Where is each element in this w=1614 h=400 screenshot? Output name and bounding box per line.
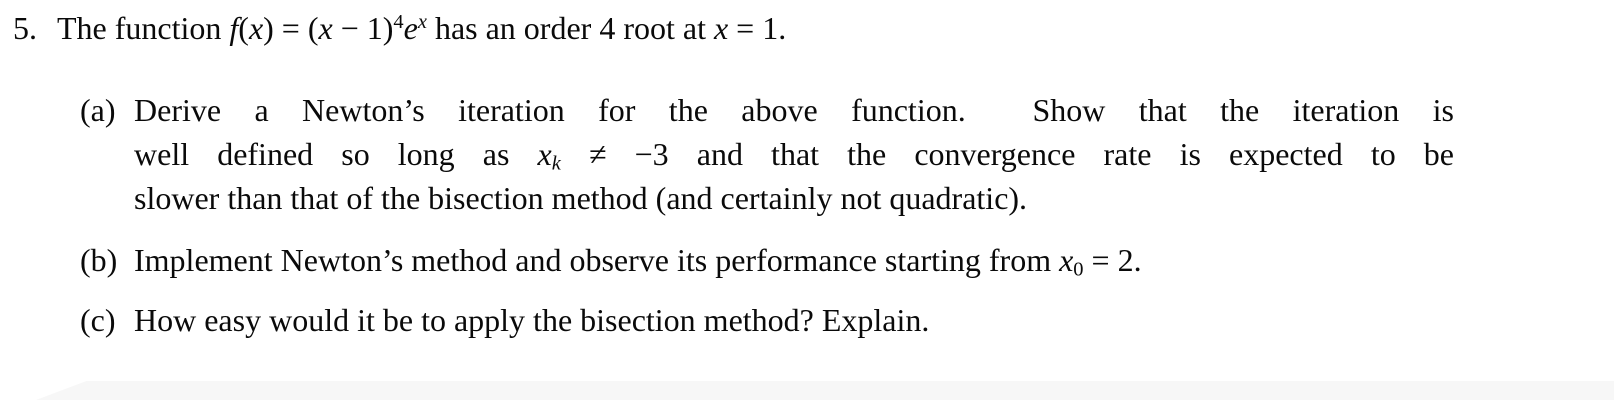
item-a-line-2: well defined so long as xk ≠ −3 and that the convergence rate is expected to be: [134, 136, 1455, 175]
item-a-line-1: Derive a Newton’s iteration for the above function. Show that the iteration is: [134, 92, 1454, 128]
problem-number: 5.: [13, 10, 37, 46]
item-b-line-1: Implement Newton’s method and observe its performance starting from x0 = 2.: [134, 242, 1142, 281]
item-c-label: (c): [80, 302, 116, 338]
page-edge-band: [36, 381, 1614, 400]
item-c-line-1: How easy would it be to apply the bisection method? Explain.: [134, 302, 930, 338]
item-a-label: (a): [80, 92, 116, 128]
problem-statement: The function $f(x) = (x - 1)^4e^x$ has an order 4 root at x = 1.: [57, 10, 787, 46]
item-b-label: (b): [80, 242, 118, 278]
item-a-line-3: slower than that of the bisection method (and certainly not quadratic).: [134, 180, 1028, 216]
